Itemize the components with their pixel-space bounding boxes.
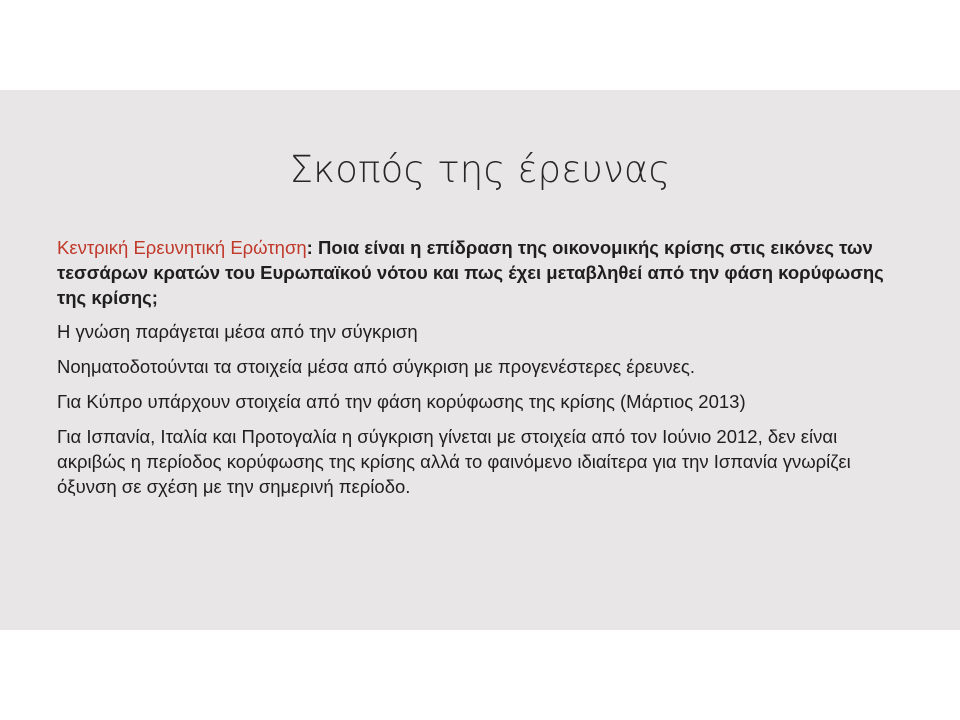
paragraph-previous-research: Νοηματοδοτούνται τα στοιχεία μέσα από σύγκριση με προγενέστερες έρευνες. xyxy=(57,356,695,377)
slide-title: Σκοπός της έρευνας xyxy=(289,148,671,191)
slide xyxy=(0,90,960,630)
paragraph-spain-italy-portugal: Για Ισπανία, Ιταλία και Προτογαλία η σύγκριση γίνεται με στοιχεία από τον Ιούνιο 2012, δεν είναι ακριβώς η περίοδος κορύφωσης της κρίσης αλλά το φαινόμενο ιδιαίτερα για την Ισπανία γνωρίζει όξυνση σε σχέση με την σημερινή περίοδο. xyxy=(57,426,851,497)
question-colon: : xyxy=(306,237,313,258)
paragraph-comparison: Η γνώση παράγεται μέσα από την σύγκριση xyxy=(57,321,418,342)
paragraph-cyprus: Για Κύπρο υπάρχουν στοιχεία από την φάση κορύφωσης της κρίσης (Μάρτιος 2013) xyxy=(57,391,746,412)
research-question xyxy=(57,235,907,310)
question-text: Ποια είναι η επίδραση της οικονομικής κρίσης στις εικόνες των τεσσάρων κρατών του Ευρωπαϊκού νότου και πως έχει μεταβληθεί από την φάση κορύφωσης της κρίσης; xyxy=(57,237,884,308)
slide-content xyxy=(57,235,907,509)
question-label: Κεντρική Ερευνητική Ερώτηση xyxy=(57,237,307,258)
